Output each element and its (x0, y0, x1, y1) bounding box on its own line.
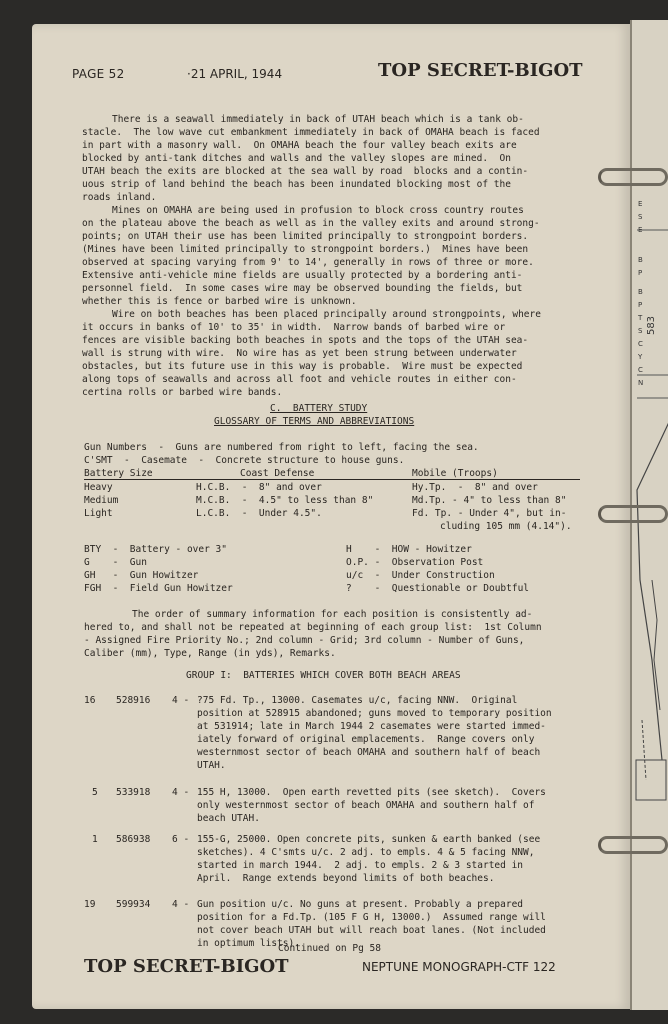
paragraph-line: observed at spacing varying from 9' to 14', generally in rows of three or more. (82, 257, 534, 268)
classification-header: TOP SECRET-BIGOT (378, 60, 583, 81)
next-page-label: P (638, 301, 643, 309)
entry-priority: 19 (84, 899, 96, 910)
next-page-label: S (638, 327, 643, 335)
binder-ring (598, 168, 668, 186)
entry-line: April. Range extends beyond limits of both beaches. (197, 873, 495, 884)
entry-priority: 1 (92, 834, 98, 845)
paragraph-line: whether this is fence or barbed wire is unknown. (82, 296, 357, 307)
glossary-line: Gun Numbers - Guns are numbered from right to left, facing the sea. (84, 442, 479, 453)
paragraph-line: Mines on OMAHA are being used in profusion to block cross country routes (112, 205, 524, 216)
paragraph-line: wall is strung with wire. No wire has as yet been strung between underwater (82, 348, 517, 359)
table-cell: cluding 105 mm (4.14"). (440, 521, 572, 532)
next-page-label: E (638, 226, 643, 234)
next-page-label: P (638, 269, 643, 277)
next-page-label: N (638, 379, 644, 387)
next-page-label: E (638, 200, 643, 208)
paragraph-line: certina rolls or barbed wire bands. (82, 387, 283, 398)
paragraph-line: uous strip of land behind the beach has been inundated blocking most of the (82, 179, 511, 190)
abbreviation: G - Gun (84, 557, 147, 568)
entry-line: iately forward of original emplacements. Range covers only (197, 734, 535, 745)
continued-note: Continued on Pg 58 (278, 943, 381, 954)
monograph-footer: NEPTUNE MONOGRAPH-CTF 122 (362, 960, 556, 974)
binder-ring (598, 505, 668, 523)
paragraph-line: Wire on both beaches has been placed principally around strongpoints, where (112, 309, 541, 320)
entry-line: Gun position u/c. No guns at present. Probably a prepared (197, 899, 524, 910)
abbreviation: FGH - Field Gun Howitzer (84, 583, 233, 594)
entry-line: only westernmost sector of beach OMAHA and southern half of (197, 800, 535, 811)
entry-grid: 528916 (116, 695, 151, 706)
entry-guns: 4 - (172, 695, 190, 706)
paragraph-line: UTAH beach the exits are blocked at the sea wall by road blocks and a contin- (82, 166, 529, 177)
table-header: Coast Defense (240, 468, 315, 479)
summary-line: hered to, and shall not be repeated at beginning of each group list: 1st Column (84, 622, 542, 633)
page-date: ·21 APRIL, 1944 (187, 67, 283, 81)
entry-line: position for a Fd.Tp. (105 F G H, 13000.) Assumed range will (197, 912, 546, 923)
entry-grid: 599934 (116, 899, 151, 910)
glossary-line: C'SMT - Casemate - Concrete structure to house guns. (84, 455, 405, 466)
paragraph-line: roads inland. (82, 192, 157, 203)
paragraph-line: personnel field. In some cases wire may be observed bounding the fields, but (82, 283, 523, 294)
entry-line: position at 528915 abandoned; guns moved to temporary position (197, 708, 552, 719)
table-cell: H.C.B. - 8" and over (196, 482, 322, 493)
entry-line: started in march 1944. 2 adj. to empls. 2 & 3 started in (197, 860, 524, 871)
summary-line: Caliber (mm), Type, Range (in yds), Remarks. (84, 648, 336, 659)
table-cell: Hy.Tp. - 8" and over (412, 482, 538, 493)
entry-priority: 5 (92, 787, 98, 798)
next-page-label: S (638, 213, 643, 221)
table-cell: Medium (84, 495, 119, 506)
next-page-label: T (638, 314, 643, 322)
paragraph-line: fences are visible backing both beaches in spots and the tops of the UTAH sea- (82, 335, 529, 346)
entry-line: UTAH. (197, 760, 226, 771)
abbreviation: ? - Questionable or Doubtful (346, 583, 530, 594)
paragraph-line: (Mines have been limited principally to strongpoint borders.) Mines have been (82, 244, 529, 255)
table-cell: L.C.B. - Under 4.5". (196, 508, 322, 519)
entry-line: beach UTAH. (197, 813, 260, 824)
section-title: C. BATTERY STUDY (270, 403, 368, 414)
table-cell: Fd. Tp. - Under 4", but in- (412, 508, 567, 519)
entry-line: 155 H, 13000. Open earth revetted pits (see sketch). Covers (197, 787, 546, 798)
entry-line: 155-G, 25000. Open concrete pits, sunken & earth banked (see (197, 834, 541, 845)
binder-ring (598, 836, 668, 854)
entry-line: ?75 Fd. Tp., 13000. Casemates u/c, facing NNW. Original (197, 695, 518, 706)
paragraph-line: it occurs in banks of 10' to 35' in width. Narrow bands of barbed wire or (82, 322, 506, 333)
entry-line: not cover beach UTAH but will reach boat lanes. (Not included (197, 925, 546, 936)
paragraph-line: on the plateau above the beach as well as in the valley exits and around strong- (82, 218, 540, 229)
entry-line: at 531914; late in March 1944 2 casemates were started immed- (197, 721, 546, 732)
paragraph-line: obstacles, but its future use in this way is probable. Wire must be expected (82, 361, 523, 372)
group-title: GROUP I: BATTERIES WHICH COVER BOTH BEACH AREAS (186, 670, 461, 681)
table-cell: Light (84, 508, 113, 519)
next-page-label: B (638, 288, 643, 296)
table-rule (84, 479, 580, 480)
entry-guns: 4 - (172, 787, 190, 798)
abbreviation: GH - Gun Howitzer (84, 570, 199, 581)
table-cell: M.C.B. - 4.5" to less than 8" (196, 495, 374, 506)
entry-priority: 16 (84, 695, 96, 706)
abbreviation: O.P. - Observation Post (346, 557, 484, 568)
abbreviation: u/c - Under Construction (346, 570, 495, 581)
paragraph-line: in part with a masonry wall. On OMAHA beach the four valley beach exits are (82, 140, 517, 151)
paragraph-line: along tops of seawalls and across all foot and vehicle routes in either con- (82, 374, 517, 385)
entry-line: sketches). 4 C'smts u/c. 2 adj. to empls. 4 & 5 facing NNW, (197, 847, 535, 858)
abbreviation: H - HOW - Howitzer (346, 544, 472, 555)
table-header: Mobile (Troops) (412, 468, 498, 479)
page-number: PAGE 52 (72, 67, 125, 81)
next-page-label: Y (638, 353, 643, 361)
entry-grid: 586938 (116, 834, 151, 845)
paragraph-line: There is a seawall immediately in back of UTAH beach which is a tank ob- (112, 114, 524, 125)
classification-footer: TOP SECRET-BIGOT (84, 956, 289, 977)
summary-line: - Assigned Fire Priority No.; 2nd column - Grid; 3rd column - Number of Guns, (84, 635, 525, 646)
section-subtitle: GLOSSARY OF TERMS AND ABBREVIATIONS (214, 416, 415, 427)
table-cell: Heavy (84, 482, 113, 493)
entry-guns: 4 - (172, 899, 190, 910)
paragraph-line: blocked by anti-tank ditches and walls and the valley slopes are mined. On (82, 153, 511, 164)
next-page-number: 583 (646, 315, 658, 336)
paragraph-line: Extensive anti-vehicle mine fields are usually protected by a bordering anti- (82, 270, 523, 281)
table-cell: Md.Tp. - 4" to less than 8" (412, 495, 567, 506)
entry-guns: 6 - (172, 834, 190, 845)
entry-line: westernmost sector of beach OMAHA and southern half of beach (197, 747, 541, 758)
paragraph-line: points; on UTAH their use has been limited principally to strongpoint borders. (82, 231, 529, 242)
entry-line: in optimum lists). (197, 938, 300, 949)
table-header: Battery Size (84, 468, 153, 479)
next-page-label: C (638, 366, 643, 374)
next-page-label: C (638, 340, 643, 348)
next-page-label: B (638, 256, 643, 264)
abbreviation: BTY - Battery - over 3" (84, 544, 227, 555)
entry-grid: 533918 (116, 787, 151, 798)
paragraph-line: stacle. The low wave cut embankment immediately in back of OMAHA beach is faced (82, 127, 540, 138)
summary-line: The order of summary information for each position is consistently ad- (132, 609, 533, 620)
